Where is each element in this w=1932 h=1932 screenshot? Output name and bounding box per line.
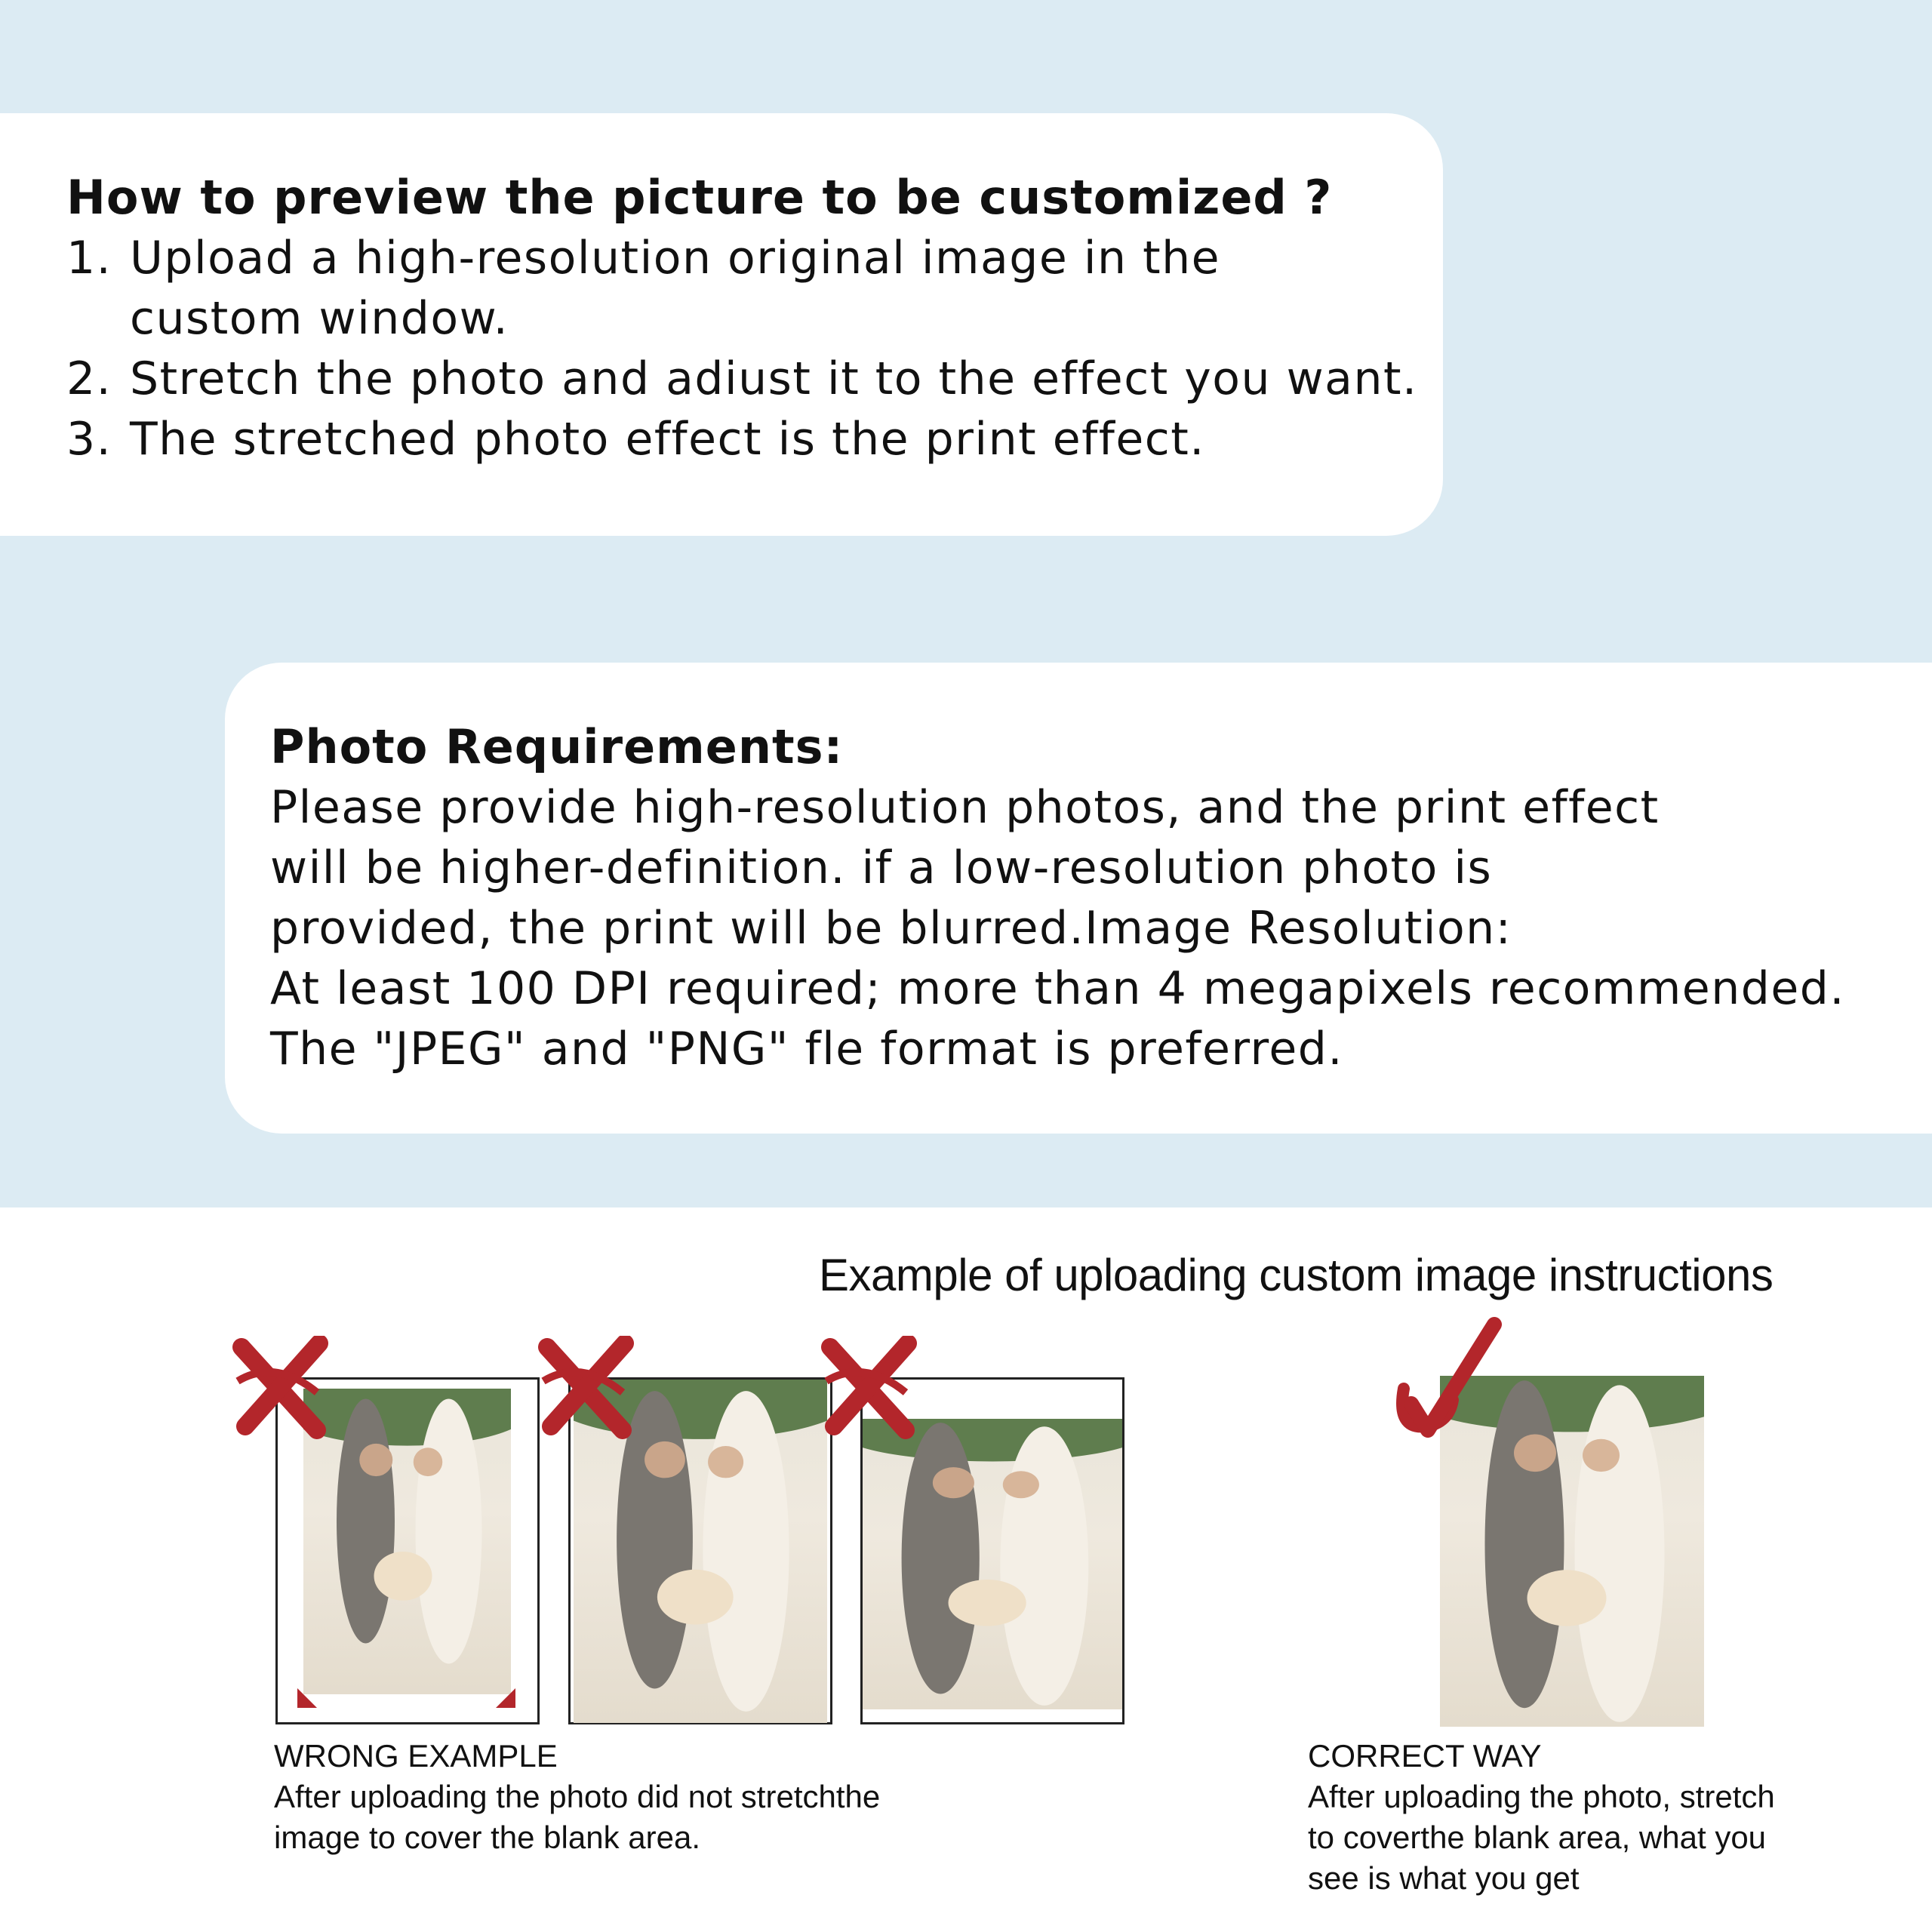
requirements-line: Please provide high-resolution photos, and the print effect [270,781,1660,834]
corner-triangle-icon [494,1687,517,1709]
requirements-heading: Photo Requirements: [270,719,844,774]
corner-triangle-icon [296,1687,318,1709]
wrong-x-icon [819,1336,917,1441]
correct-way-description: After uploading the photo, stretch to coverthe blank area, what you see is what you get [1308,1779,1775,1896]
step-text: Stretch the photo and adiust it to the effect you want. [130,352,1418,405]
step-item [66,349,1443,409]
wrong-x-icon [230,1336,328,1441]
step-number: 3. [66,413,112,466]
wedding-photo [863,1419,1122,1709]
wrong-example-title: WRONG EXAMPLE [274,1738,558,1774]
correct-way-title: CORRECT WAY [1308,1738,1542,1774]
wrong-x-icon [536,1336,634,1441]
example-title: Example of uploading custom image instructions [819,1250,1774,1300]
wrong-example-description: After uploading the photo did not stretchthe image to cover the blank area. [274,1779,881,1855]
correct-check-icon [1381,1317,1502,1453]
preview-instructions-card [0,113,1443,536]
step-text: The stretched photo effect is the print effect. [130,413,1205,466]
requirements-line: At least 100 DPI required; more than 4 megapixels recommended. [270,962,1845,1015]
step-text: Upload a high-resolution original image in the custom window. [130,232,1221,345]
wrong-example-caption [274,1736,880,1858]
correct-way-caption [1308,1736,1775,1899]
requirements-line: provided, the print will be blurred.Image Resolution: [270,902,1512,955]
step-item [66,228,1443,349]
step-item [66,409,1443,469]
step-number: 2. [66,352,112,405]
step-number: 1. [66,232,112,285]
wedding-photo [303,1389,511,1694]
requirements-line: will be higher-definition. if a low-resolution photo is [270,841,1493,894]
preview-heading: How to preview the picture to be customized ? [66,170,1333,225]
requirements-line: The "JPEG" and "PNG" fle format is preferred. [270,1023,1343,1075]
preview-steps [66,228,1443,469]
photo-requirements-card [225,663,1932,1134]
